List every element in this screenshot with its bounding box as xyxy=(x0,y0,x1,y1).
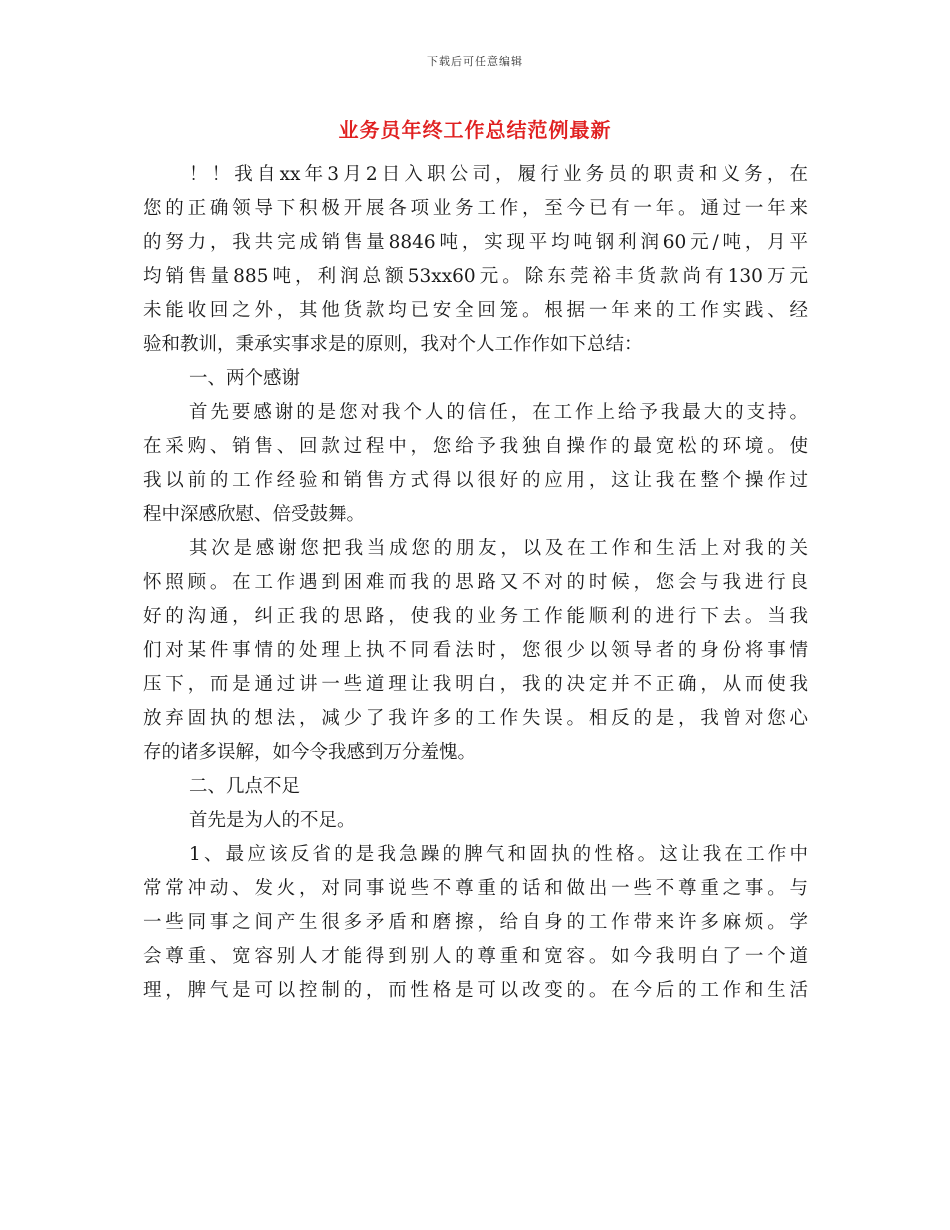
text-line: 一些同事之间产生很多矛盾和磨擦，给自身的工作带来许多麻烦。学 xyxy=(143,912,808,933)
text-line: 的努力，我共完成销售量8846吨，实现平均吨钢利润60元/吨，月平 xyxy=(143,232,808,253)
text-line: 们对某件事情的处理上执不同看法时，您很少以领导者的身份将事情 xyxy=(143,640,808,661)
text-line: 存的诸多误解，如今令我感到万分羞愧。 xyxy=(143,742,477,763)
text-line: 常常冲动、发火，对同事说些不尊重的话和做出一些不尊重之事。与 xyxy=(143,878,808,899)
text-line: 1、最应该反省的是我急躁的脾气和固执的性格。这让我在工作中 xyxy=(189,844,808,865)
text-line: 会尊重、宽容别人才能得到别人的尊重和宽容。如今我明白了一个道 xyxy=(143,946,808,967)
text-line: 理，脾气是可以控制的，而性格是可以改变的。在今后的工作和生活 xyxy=(143,980,808,1001)
text-line: 二、几点不足 xyxy=(189,776,301,797)
text-line: 在采购、销售、回款过程中，您给予我独自操作的最宽松的环境。使 xyxy=(143,436,808,457)
page-header: 下载后可任意编辑 xyxy=(427,55,523,68)
text-line: 均销售量885吨，利润总额53xx60元。除东莞裕丰货款尚有130万元 xyxy=(143,266,808,287)
text-line: 验和教训，秉承实事求是的原则，我对个人工作作如下总结： xyxy=(143,334,643,355)
text-line: 首先是为人的不足。 xyxy=(189,810,356,831)
document-title: 业务员年终工作总结范例最新 xyxy=(338,118,612,142)
text-line: 其次是感谢您把我当成您的朋友，以及在工作和生活上对我的关 xyxy=(189,538,808,559)
text-line: 首先要感谢的是您对我个人的信任，在工作上给予我最大的支持。 xyxy=(189,402,808,423)
text-line: ！！我自xx年3月2日入职公司，履行业务员的职责和义务，在 xyxy=(189,164,808,185)
text-line: 我以前的工作经验和销售方式得以很好的应用，这让我在整个操作过 xyxy=(143,470,808,491)
document-body xyxy=(143,158,808,1008)
text-line: 怀照顾。在工作遇到困难而我的思路又不对的时候，您会与我进行良 xyxy=(143,572,808,593)
text-line: 程中深感欣慰、倍受鼓舞。 xyxy=(143,504,366,525)
text-line: 未能收回之外，其他货款均已安全回笼。根据一年来的工作实践、经 xyxy=(143,300,808,321)
text-line: 好的沟通，纠正我的思路，使我的业务工作能顺利的进行下去。当我 xyxy=(143,606,808,627)
text-line: 放弃固执的想法，减少了我许多的工作失误。相反的是，我曾对您心 xyxy=(143,708,808,729)
text-line: 您的正确领导下积极开展各项业务工作，至今已有一年。通过一年来 xyxy=(143,198,808,219)
text-line: 压下，而是通过讲一些道理让我明白，我的决定并不正确，从而使我 xyxy=(143,674,808,695)
text-line: 一、两个感谢 xyxy=(189,368,301,389)
